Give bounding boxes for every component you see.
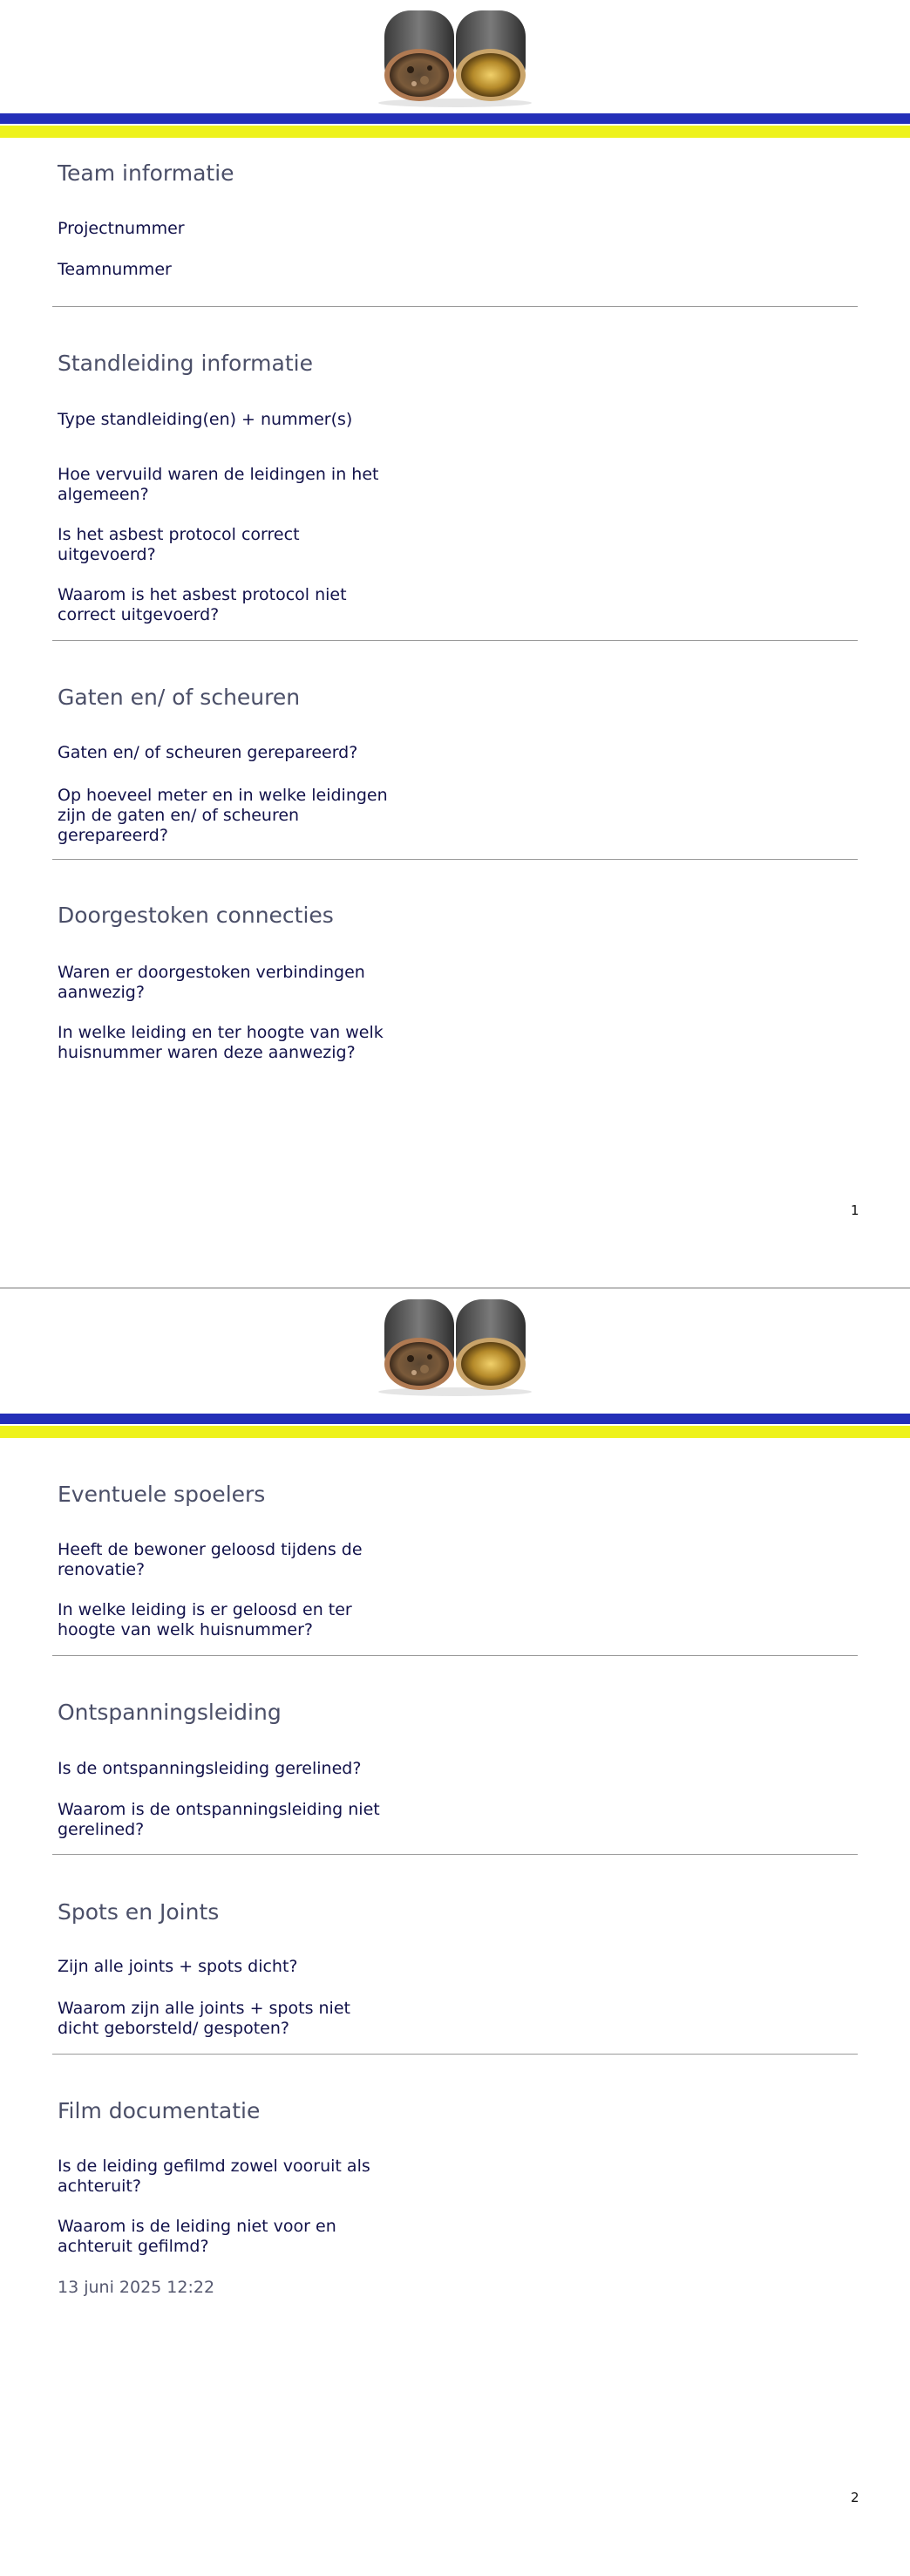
section-title-spots-joints: Spots en Joints (58, 1899, 220, 1925)
report-page-2 (0, 1289, 910, 2576)
field-leiding-gefilmd: Is de leiding gefilmd zowel vooruit als achteruit? (58, 2157, 370, 2196)
section-title-standleiding-informatie: Standleiding informatie (58, 351, 313, 376)
brand-band-yellow (0, 1426, 910, 1438)
field-teamnummer: Teamnummer (58, 260, 172, 279)
field-type-standleiding: Type standleiding(en) + nummer(s) (58, 410, 353, 429)
section-title-film-documentatie: Film documentatie (58, 2098, 261, 2123)
brand-band-blue (0, 1414, 910, 1424)
section-divider (52, 1854, 858, 1855)
section-title-doorgestoken-connecties: Doorgestoken connecties (58, 903, 334, 928)
field-film-reden: Waarom is de leiding niet voor en achteruit gefilmd? (58, 2217, 336, 2256)
section-divider (52, 1655, 858, 1656)
section-divider (52, 640, 858, 641)
field-projectnummer: Projectnummer (58, 219, 185, 238)
field-vervuiling: Hoe vervuild waren de leidingen in het algemeen? (58, 465, 379, 504)
field-geloosd-locatie: In welke leiding is er geloosd en ter hoogte van welk huisnummer? (58, 1600, 352, 1639)
section-title-eventuele-spoelers: Eventuele spoelers (58, 1482, 266, 1507)
field-gaten-meter-leidingen: Op hoeveel meter en in welke leidingen zijn de gaten en/ of scheuren gerepareerd? (58, 786, 388, 845)
pipe-cross-section-logo (372, 7, 538, 110)
report-timestamp: 13 juni 2025 12:22 (58, 2278, 215, 2297)
field-asbest-protocol-reden: Waarom is het asbest protocol niet correct uitgevoerd? (58, 585, 347, 624)
section-divider (52, 2054, 858, 2055)
field-doorgestoken-locatie: In welke leiding en ter hoogte van welk huisnummer waren deze aanwezig? (58, 1023, 384, 1062)
pipe-cross-section-logo (372, 1296, 538, 1399)
field-ontspanningsleiding-reden: Waarom is de ontspanningsleiding niet gerelined? (58, 1800, 380, 1839)
field-joints-spots-dicht: Zijn alle joints + spots dicht? (58, 1957, 298, 1976)
field-gaten-gerepareerd: Gaten en/ of scheuren gerepareerd? (58, 743, 358, 762)
section-title-ontspanningsleiding: Ontspanningsleiding (58, 1700, 282, 1725)
field-bewoner-geloosd: Heeft de bewoner geloosd tijdens de renovatie? (58, 1540, 363, 1579)
section-title-team-informatie: Team informatie (58, 160, 234, 186)
brand-band-yellow (0, 126, 910, 138)
field-joints-spots-reden: Waarom zijn alle joints + spots niet dicht geborsteld/ gespoten? (58, 1999, 350, 2038)
field-asbest-protocol: Is het asbest protocol correct uitgevoerd? (58, 525, 300, 564)
section-title-gaten-scheuren: Gaten en/ of scheuren (58, 685, 301, 710)
section-divider (52, 306, 858, 307)
section-divider (52, 859, 858, 860)
field-doorgestoken-aanwezig: Waren er doorgestoken verbindingen aanwezig? (58, 963, 365, 1002)
report-page-1 (0, 0, 910, 1287)
page-number: 1 (851, 1203, 859, 1218)
page-number: 2 (851, 2490, 859, 2505)
brand-band-blue (0, 113, 910, 124)
field-ontspanningsleiding-gerelined: Is de ontspanningsleiding gerelined? (58, 1759, 362, 1778)
